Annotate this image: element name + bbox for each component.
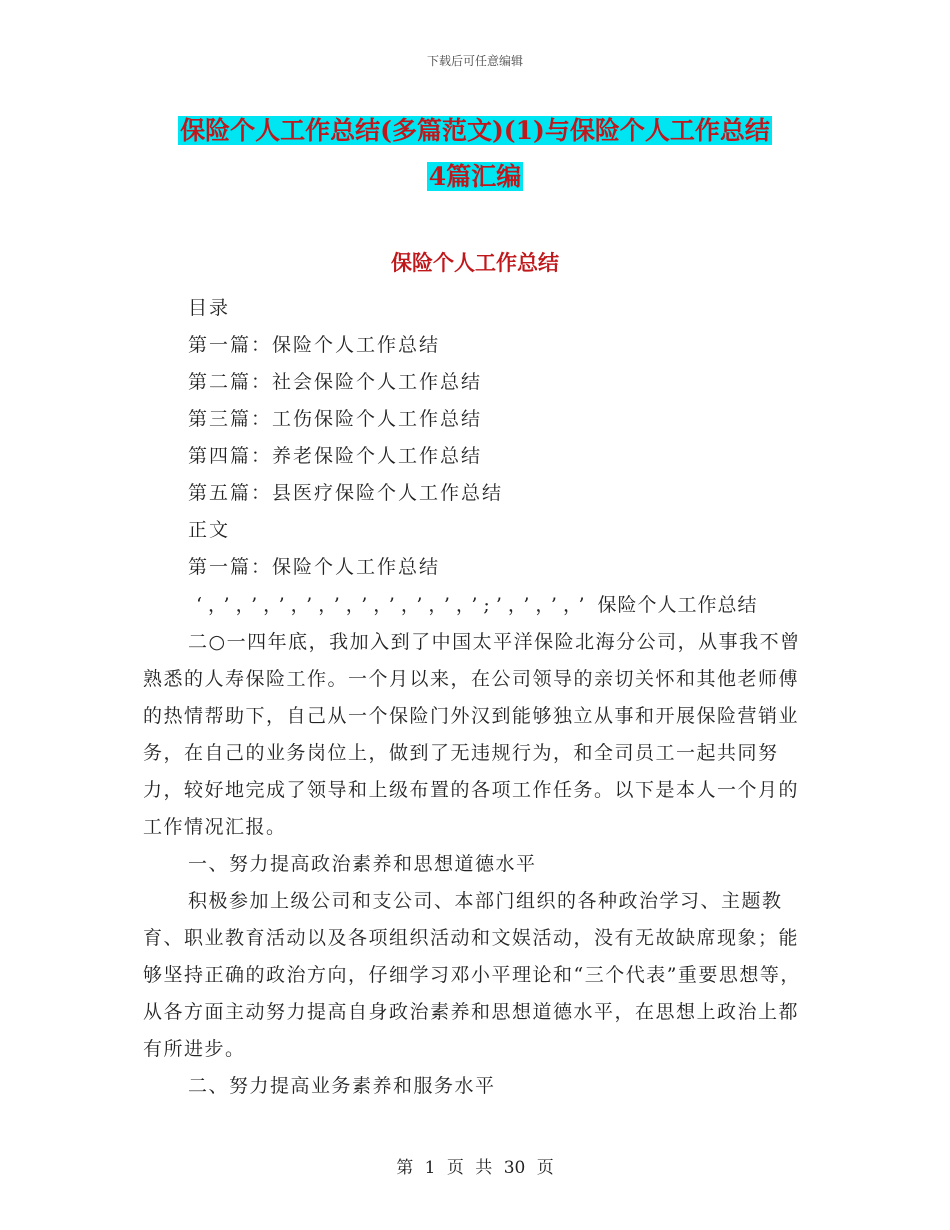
garbled-heading-line — [196, 590, 758, 617]
toc-item: 第一篇：保险个人工作总结 — [188, 334, 441, 356]
toc-heading: 目录 — [188, 297, 231, 319]
toc-item: 第五篇：县医疗保险个人工作总结 — [188, 482, 504, 504]
section-title: 保险个人工作总结 — [391, 250, 559, 275]
title-line-1: 保险个人工作总结(多篇范文)(1)与保险个人工作总结 — [180, 116, 770, 145]
paragraph-heading: 一、努力提高政治素养和思想道德水平 — [188, 853, 537, 875]
toc-item: 第二篇：社会保险个人工作总结 — [188, 371, 483, 393]
title-line-2: 4篇汇编 — [428, 162, 522, 191]
document-title — [100, 108, 850, 200]
paragraph: 二○一四年底，我加入到了中国太平洋保险北海分公司，从事我不曾熟悉的人寿保险工作。一个月以来，在公司领导的亲切关怀和其他老师傅的热情帮助下，自己从一个保险门外汉到能够独立从事和开展保险营销业务，在自己的业务岗位上，做到了无违规行为，和全司员工一起共同努力，较好地完成了领导和上级布置的各项工作任务。以下是本人一个月的工作情况汇报。 — [143, 631, 801, 838]
table-of-contents — [188, 290, 503, 586]
paragraph-heading: 二、努力提高业务素养和服务水平 — [188, 1075, 496, 1097]
toc-item: 第四篇：养老保险个人工作总结 — [188, 445, 483, 467]
punctuation-marks: ‘，’，’，’，’，’，’，’，’，’，’;’，’，’，’ — [196, 594, 591, 616]
body-heading: 正文 — [188, 519, 231, 541]
header-note: 下载后可任意编辑 — [426, 54, 523, 68]
body-text — [143, 624, 803, 1105]
toc-item: 第三篇：工伤保险个人工作总结 — [188, 408, 483, 430]
page-footer: 第 1 页 共 30 页 — [396, 1158, 554, 1178]
paragraph: 积极参加上级公司和支公司、本部门组织的各种政治学习、主题教育、职业教育活动以及各项组织活动和文娱活动，没有无故缺席现象；能够坚持正确的政治方向，仔细学习邓小平理论和“三个代表”重要思想等，从各方面主动努力提高自身政治素养和思想道德水平，在思想上政治上都有所进步。 — [143, 890, 801, 1060]
garbled-heading-text: 保险个人工作总结 — [597, 594, 758, 616]
chapter-heading: 第一篇：保险个人工作总结 — [188, 556, 441, 578]
